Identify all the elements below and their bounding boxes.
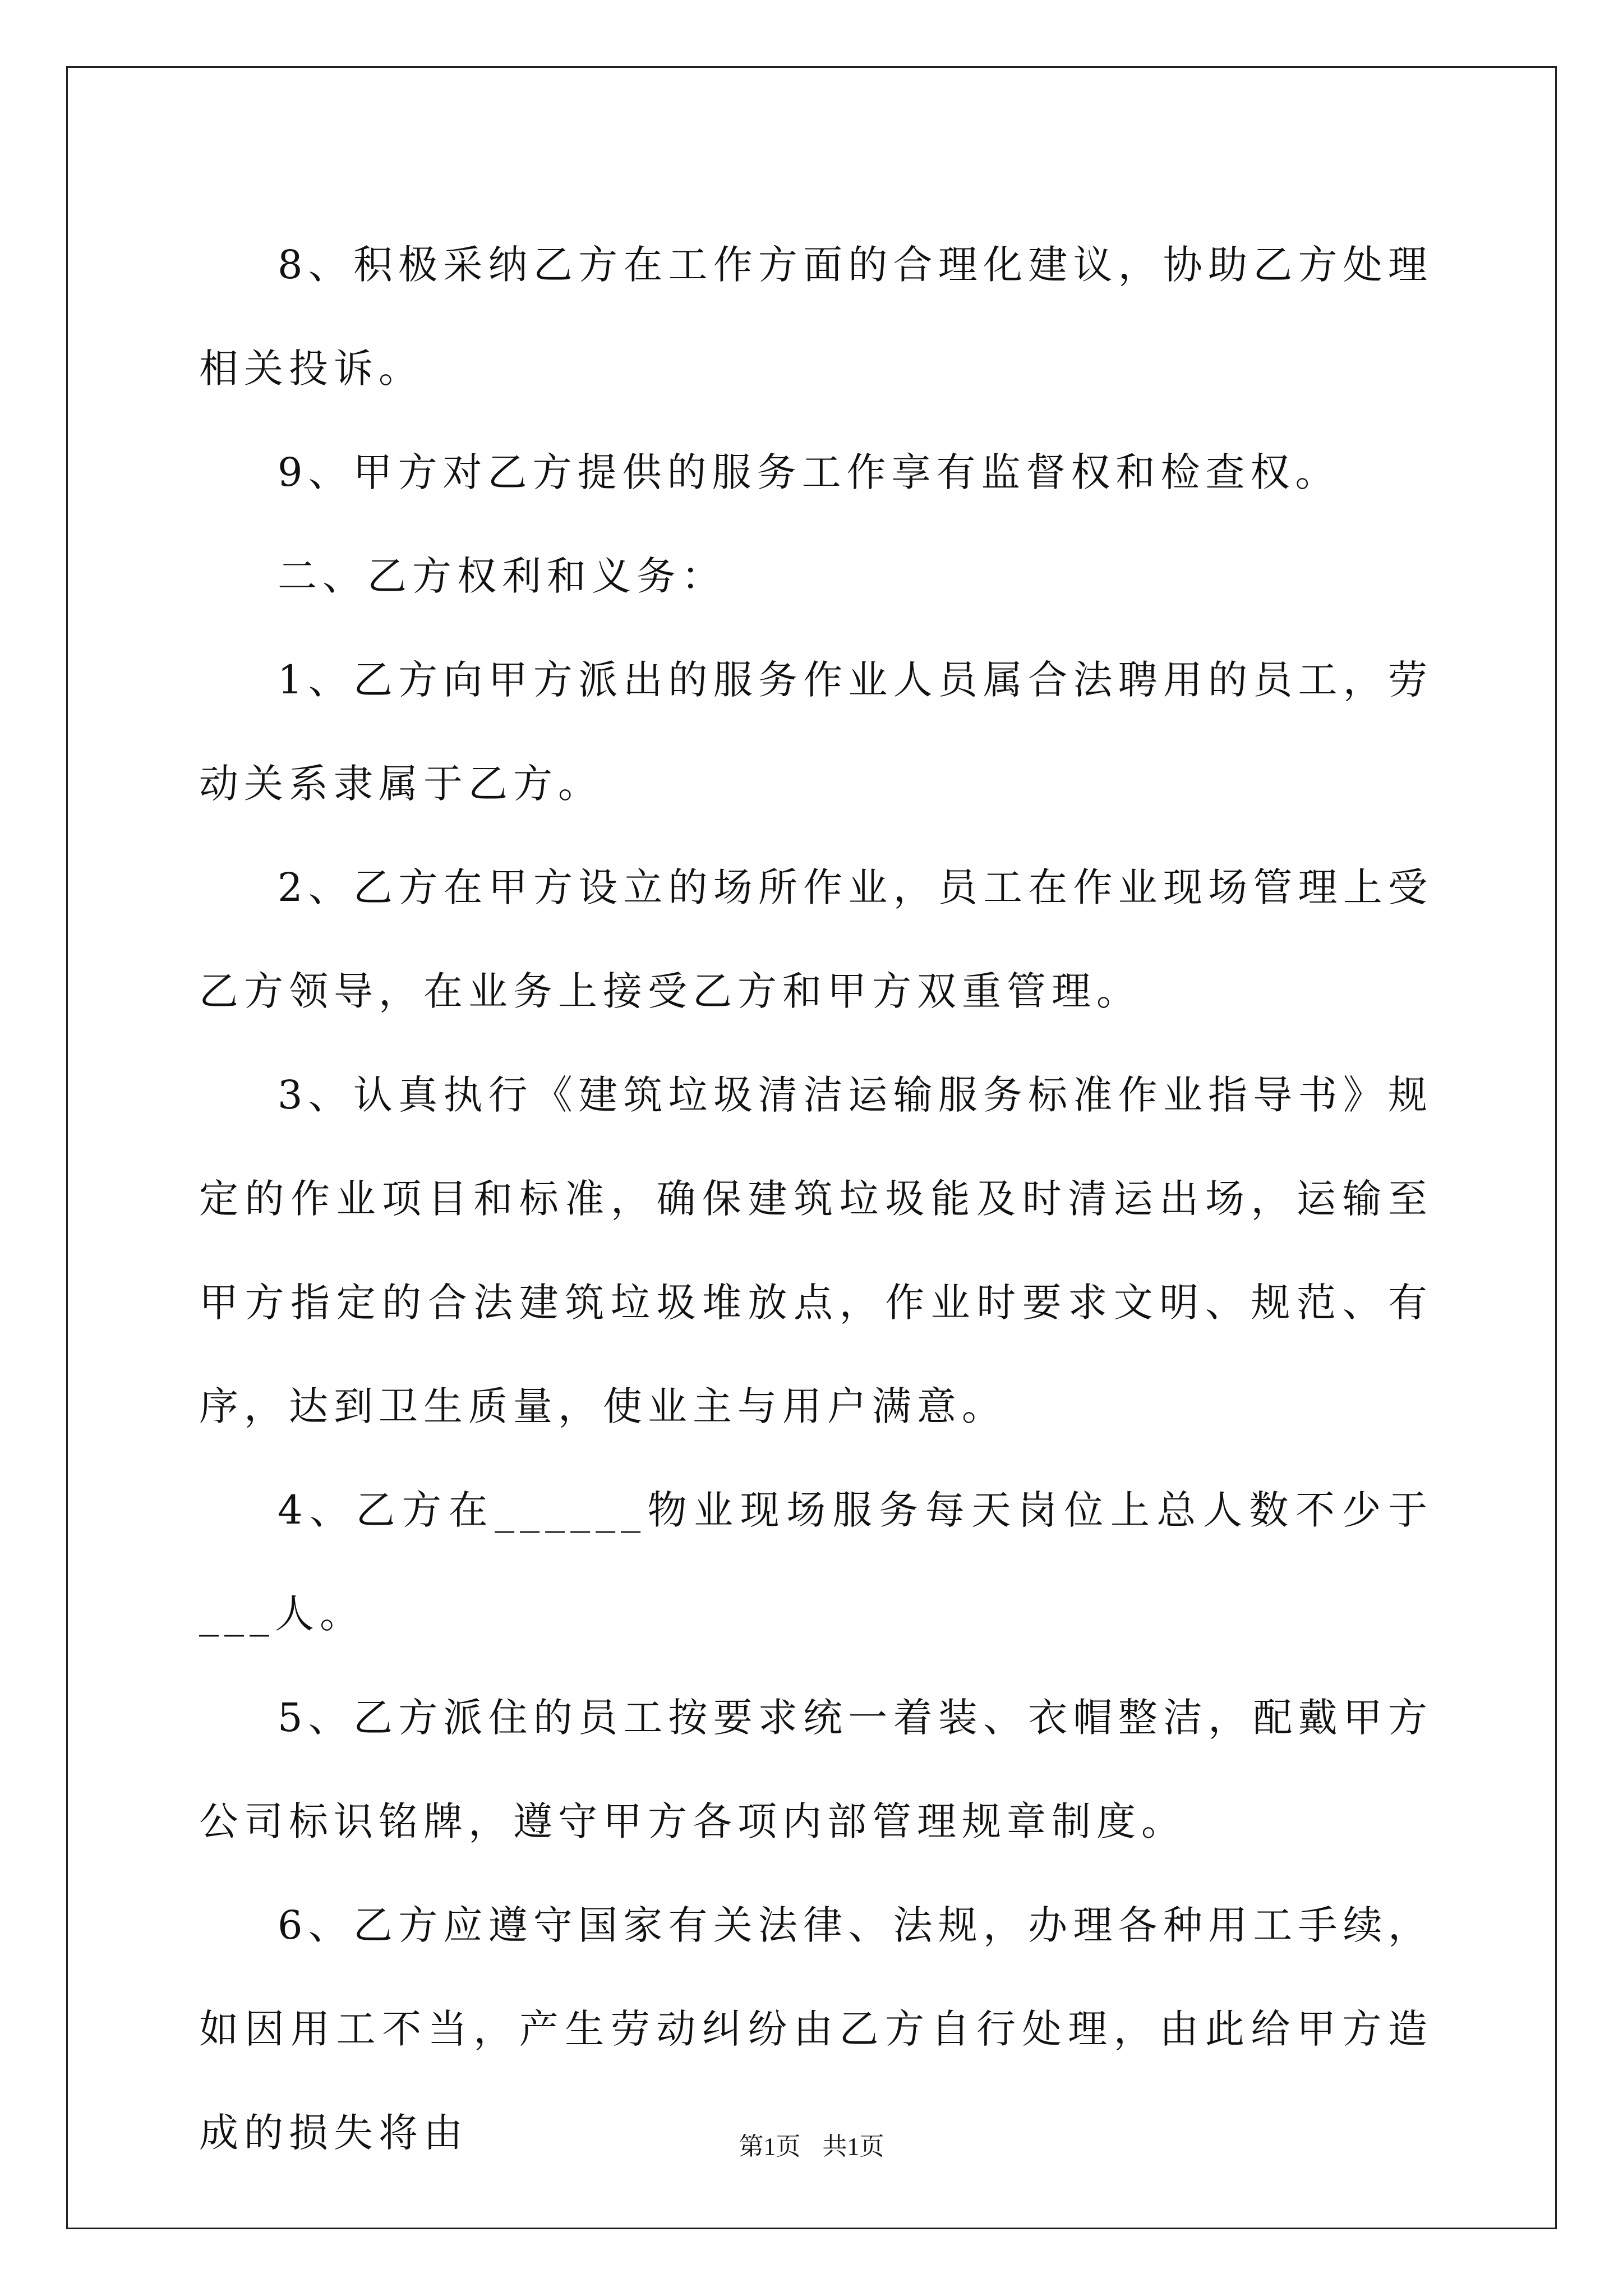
paragraph-item-2: 2、乙方在甲方设立的场所作业，员工在作业现场管理上受乙方领导，在业务上接受乙方和甲方双重管理。	[199, 864, 1433, 1014]
paragraph-item-5: 5、乙方派住的员工按要求统一着装、衣帽整洁，配戴甲方公司标识铭牌，遵守甲方各项内部管理规章制度。	[199, 1695, 1433, 1844]
page-footer	[0, 2126, 1623, 2162]
paragraph-item-1: 1、乙方向甲方派出的服务作业人员属合法聘用的员工，劳动关系隶属于乙方。	[199, 657, 1433, 807]
document-body	[199, 213, 1433, 2185]
section-heading-party-b: 二、乙方权利和义务：	[278, 553, 726, 599]
paragraph-item-6: 6、乙方应遵守国家有关法律、法规，办理各种用工手续，如因用工不当，产生劳动纠纷由乙方自行处理，由此给甲方造成的损失将由	[199, 1902, 1433, 2156]
paragraph-item-8: 8、积极采纳乙方在工作方面的合理化建议，协助乙方处理相关投诉。	[199, 242, 1433, 392]
page-number-current: 第1页	[739, 2133, 801, 2160]
paragraph-item-4: 4、乙方在______物业现场服务每天岗位上总人数不少于___人。	[199, 1487, 1433, 1637]
paragraph-item-3: 3、认真执行《建筑垃圾清洁运输服务标准作业指导书》规定的作业项目和标准，确保建筑垃圾能及时清运出场，运输至甲方指定的合法建筑垃圾堆放点，作业时要求文明、规范、有序，达到卫生质量，使业主与用户满意。	[199, 1072, 1433, 1429]
paragraph-item-9: 9、甲方对乙方提供的服务工作享有监督权和检查权。	[278, 449, 1340, 495]
page-number-total: 共1页	[822, 2133, 884, 2160]
